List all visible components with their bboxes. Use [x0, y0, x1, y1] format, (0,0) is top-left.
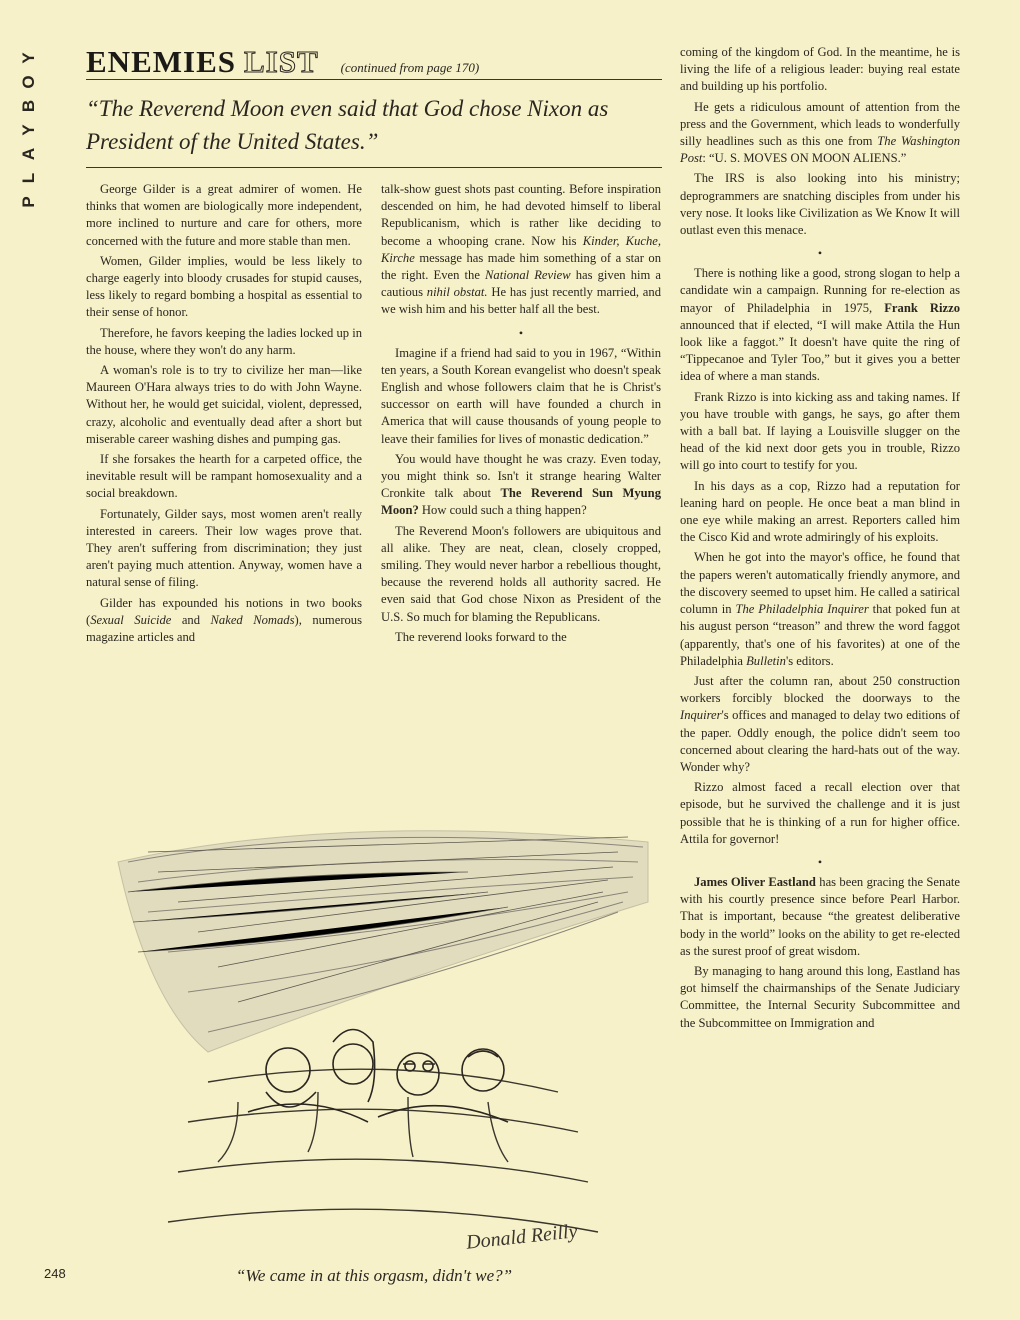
text-run: and — [171, 612, 211, 627]
publication-title: National Review — [485, 268, 571, 283]
section-header — [86, 44, 662, 80]
pull-quote-rule — [86, 167, 662, 168]
text-run: Gilder has expounded his notions in two books ( — [86, 595, 362, 627]
paragraph: A woman's role is to try to civilize her man—like Maureen O'Hara always tries to do with John Wayne. Without her, he would get suicidal, violent, depressed, crazy, alcoholic and eventually dead after a short but miserable career washing dishes and pumping gas. — [86, 363, 362, 446]
text-run: 's editors. — [785, 653, 834, 668]
paragraph: By managing to hang around this long, Eastland has got himself the chairmanships of the Senate Judiciary Committee, the Internal Security Subcommittee and the Subcommittee on Immigration and — [680, 963, 960, 1030]
side-letter: Y — [19, 124, 38, 136]
side-letter: Y — [19, 52, 38, 64]
paragraph: The Reverend Moon's followers are ubiquitous and all alike. They are neat, clean, closely cropped, smiling. They would never harbor a rebellious thought, because the reverend holds all authority sacred. He even said that God chose Nixon as President of the U.S. So much for blaming the Republicans. — [381, 523, 661, 624]
paragraph — [680, 549, 960, 669]
text-run: 's offices and managed to delay two editions of the paper. Oddly enough, the police didn't seem too concerned about clearing the hard-hats out of the way. Wonder why? — [680, 708, 960, 774]
paragraph: The IRS is also looking into his ministry; deprogrammers are snatching disciples from under his very nose. It looks like Civilization as We Know It will outlast even this menace. — [680, 171, 960, 238]
header-rule — [86, 79, 662, 80]
continued-note: (continued from page 170) — [340, 60, 480, 75]
section-title-outline: LIST — [243, 44, 319, 79]
paragraph: The reverend looks forward to the — [395, 629, 567, 644]
text-run: that poked fun at his august person “treason” and threw the word faggot (apparently, that's one of his favorites) at one of the Philadelphia — [680, 602, 960, 668]
pull-quote: “The Reverend Moon even said that God chose Nixon as President of the United States.” — [86, 96, 609, 154]
paragraph: Rizzo almost faced a recall election over that episode, but he survived the challenge and it is just possible that he is thinking of a run for higher office. Attila for governor! — [680, 780, 960, 846]
side-letter: A — [19, 147, 38, 161]
book-title: Sexual Suicide — [90, 612, 172, 627]
paragraph: Fortunately, Gilder says, most women aren't really interested in careers. Their low wages prove that. They aren't suffering from discrimination; they just aren't paying much attention. Anyway, women have a natural sense of filing. — [86, 506, 362, 590]
paragraph: George Gilder is a great admirer of women. He thinks that women are biologically more independent, more inclined to nurture and care for others, more concerned with the future and more stable than men. — [86, 182, 362, 248]
text-run: He gets a ridiculous amount of attention from the press and the Government, which leads to wonderfully silly headlines such as this one from — [680, 99, 960, 149]
article-column-2 — [381, 181, 661, 649]
theater-seats — [168, 1069, 598, 1232]
text-run: He has just recently married, and we wish him and his better half all the best. — [381, 285, 661, 317]
text-run: has been gracing the Senate with his courtly presence since before Pearl Harbor. That is important, because “the greatest deliberative body in the world” looks on the ability to get re-elected as the surest proof of great wisdom. — [680, 874, 960, 958]
bold-name: James Oliver Eastland — [694, 874, 816, 889]
section-separator: • — [817, 246, 823, 261]
text-run: When he got into the mayor's office, he found that the papers weren't automatically friendly anymore, and the discovery seemed to upset him. He called a satirical column in — [680, 550, 960, 617]
paragraph — [86, 595, 362, 647]
text-run: message has made him something of a star on the right. Even the — [381, 250, 661, 283]
text-run: You would have thought he was crazy. Even today, you might think so. Isn't it strange hearing Walter Cronkite talk about — [381, 451, 661, 501]
bold-name: The Reverend Sun Myung Moon? — [381, 486, 661, 518]
cartoon-illustration — [88, 752, 658, 1262]
text-run: : “U. S. MOVES ON MOON ALIENS.” — [702, 151, 907, 166]
projector-beam — [118, 831, 648, 1052]
publication-title: Bulletin — [746, 653, 786, 668]
section-separator: • — [518, 325, 524, 340]
paragraph: Frank Rizzo is into kicking ass and taking names. If you have trouble with gangs, he says, go after them with a ball bat. If laying a Louisville slugger on the head of the kid next door gets you in trouble, Rizzo will go into court to testify for you. — [680, 389, 960, 473]
text-run: Just after the column ran, about 250 construction workers forcibly blocked the doorways to the — [680, 673, 960, 706]
paragraph: Therefore, he favors keeping the ladies locked up in the house, where they won't do any harm. — [86, 325, 362, 357]
publication-title: The Washington Post — [680, 134, 960, 166]
side-letter: L — [19, 172, 38, 184]
side-letter: O — [19, 75, 38, 89]
paragraph: Women, Gilder implies, would be less likely to charge eagerly into bloody crusades for stupid causes, less likely to regard bombing a hospital as essential to their sense of honor. — [86, 253, 362, 320]
section-title-bold: ENEMIES — [86, 44, 236, 79]
paragraph — [680, 874, 960, 960]
paragraph — [680, 673, 960, 776]
paragraph: In his days as a cop, Rizzo had a reputation for leaning hard on people. He once beat a man blind in one eye while making an arrest. Reporters called him the Cisco Kid and wrote admiringly of his exploits. — [680, 478, 960, 545]
paragraph — [381, 181, 661, 319]
paragraph — [381, 451, 661, 520]
cartoonist-signature: Donald Reilly — [465, 1220, 579, 1254]
magazine-name-vertical — [14, 46, 44, 214]
paragraph: coming of the kingdom of God. In the meantime, he is living the life of a religious leader: buying real estate and building up his portfolio. — [680, 45, 960, 94]
side-letter: B — [19, 99, 38, 113]
article-column-3 — [680, 44, 960, 1035]
article-column-1 — [86, 181, 362, 649]
text-run: has given him a cautious — [381, 268, 661, 300]
text-run: There is nothing like a good, strong slogan to help a candidate win a campaign. Running for re-election as mayor of Philadelphia in 1975, — [680, 266, 960, 315]
side-letter: P — [19, 196, 38, 208]
paragraph: Imagine if a friend had said to you in 1967, “Within ten years, a South Korean evangelist who doesn't speak English and whose followers claim that he is Christ's successor on earth will have founded a church in America that will cause thousands of young people to leave their families for lives of monastic dedication.” — [381, 345, 661, 446]
text-run: talk-show guest shots past counting. Before inspiration descended on him, he had devoted himself to liberal Republicanism, which is rather like deciding to become a whooping crane. Now his — [381, 182, 661, 248]
text-run: ), numerous magazine articles and — [86, 612, 363, 645]
text-run: How could such a thing happen? — [418, 503, 587, 518]
paragraph — [680, 265, 960, 385]
publication-title: The Philadelphia Inquirer — [735, 602, 869, 617]
cartoon-caption: “We came in at this orgasm, didn't we?” — [235, 1266, 513, 1285]
paragraph: If she forsakes the hearth for a carpeted office, the inevitable result will be rampant homosexuality and a social breakdown. — [86, 452, 362, 501]
paragraph — [680, 99, 960, 168]
text-run: announced that if elected, “I will make Attila the Hun look like a faggot.” It doesn't have quite the ring of “Tippecanoe and Tyler Too,” but it gives you a better idea of where a man stands. — [680, 317, 960, 384]
italic-phrase: Kinder, Kuche, Kirche — [381, 233, 661, 265]
page-number: 248 — [44, 1266, 66, 1281]
section-separator: • — [817, 854, 823, 869]
italic-phrase: nihil obstat. — [426, 285, 488, 300]
book-title: Naked Nomads — [210, 612, 295, 627]
bold-name: Frank Rizzo — [884, 300, 960, 315]
publication-title: Inquirer — [680, 708, 722, 723]
